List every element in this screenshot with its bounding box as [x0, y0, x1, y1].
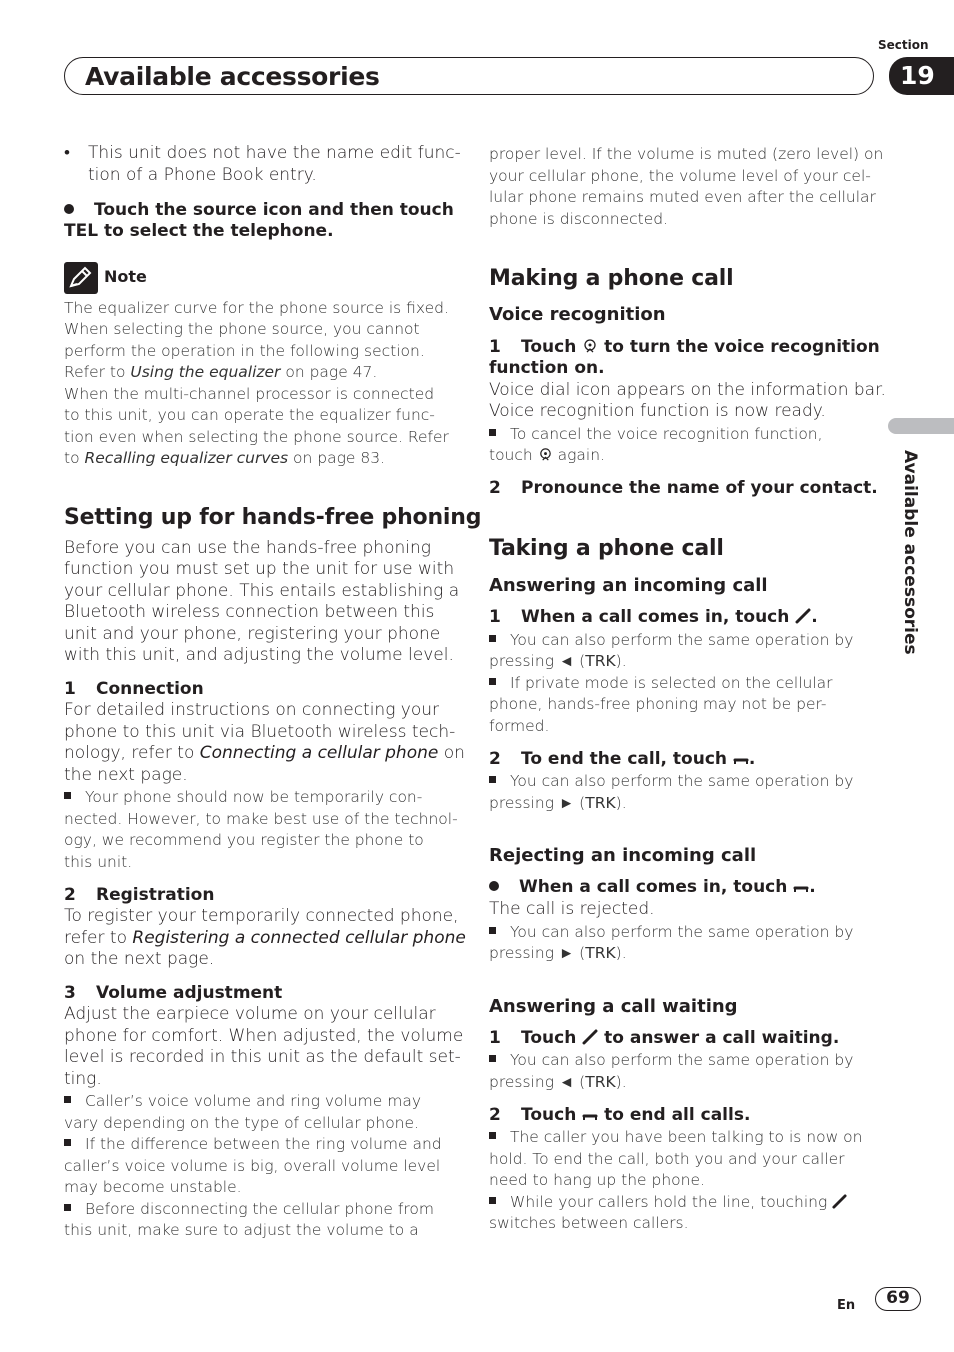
- phone-answer-icon: [795, 608, 811, 629]
- voice-recognition-icon: [538, 447, 553, 469]
- note-item: hold. To end the call, both you and your caller: [489, 1150, 845, 1168]
- paragraph: The call is rejected.: [489, 899, 655, 919]
- note-item: switches between callers.: [489, 1214, 689, 1232]
- step-voice-2: 2 Pronounce the name of your contact.: [489, 478, 878, 498]
- note-text: tion even when selecting the phone source. Refer: [64, 428, 449, 446]
- paragraph: level is recorded in this unit as the default set-: [64, 1047, 461, 1067]
- note-text: When the multi-channel processor is connected: [64, 385, 435, 403]
- paragraph: refer to Registering a connected cellular phone: [64, 928, 466, 948]
- note-item: need to hang up the phone.: [489, 1171, 705, 1189]
- step-source: Touch the source icon and then touch: [64, 200, 454, 220]
- paragraph: lular phone remains muted even after the cellular: [489, 188, 876, 206]
- note-text: perform the operation in the following section.: [64, 342, 425, 360]
- paragraph: ting.: [64, 1069, 102, 1089]
- note-item: The caller you have been talking to is now on: [489, 1127, 862, 1149]
- phone-hangup-icon: [793, 879, 809, 899]
- note-item: You can also perform the same operation by: [489, 1050, 853, 1072]
- note-item: nected. However, to make best use of the technol-: [64, 810, 458, 828]
- heading-voice-recognition: Voice recognition: [489, 304, 666, 325]
- step-reject: When a call comes in, touch .: [489, 877, 816, 899]
- note-text: Refer to Using the equalizer on page 47.: [64, 363, 378, 381]
- note-item: If the difference between the ring volume and: [64, 1134, 442, 1156]
- paragraph: For detailed instructions on connecting your: [64, 700, 440, 720]
- note-item: Caller’s voice volume and ring volume may: [64, 1091, 421, 1113]
- intro-bullet: • This unit does not have the name edit func-: [64, 143, 461, 163]
- paragraph: function you must set up the unit for use with: [64, 559, 455, 579]
- paragraph: the next page.: [64, 765, 188, 785]
- phone-hangup-icon: [582, 1107, 598, 1127]
- note-item: caller’s voice volume is big, overall volume level: [64, 1157, 441, 1175]
- phone-answer-icon: [582, 1029, 598, 1050]
- note-item: pressing ► (TRK).: [489, 944, 627, 962]
- note-item: While your callers hold the line, touching: [489, 1192, 847, 1216]
- paragraph: To register your temporarily connected phone,: [64, 906, 459, 926]
- section-label: Section: [878, 38, 929, 52]
- note-text: When selecting the phone source, you cannot: [64, 320, 420, 338]
- page-title: Available accessories: [85, 62, 380, 91]
- paragraph: Voice recognition function is now ready.: [489, 401, 826, 421]
- paragraph: unit and your phone, registering your phone: [64, 624, 441, 644]
- note-item: formed.: [489, 717, 550, 735]
- step-voice-1: 1 Touch to turn the voice recognition: [489, 337, 880, 357]
- note-item: Before disconnecting the cellular phone from: [64, 1199, 434, 1221]
- bullet-dot-icon: [64, 204, 74, 214]
- side-tab-marker: [888, 418, 954, 434]
- note-text: to this unit, you can operate the equalizer func-: [64, 406, 435, 424]
- note-item: pressing ◄ (TRK).: [489, 652, 627, 670]
- note-item: You can also perform the same operation by: [489, 922, 853, 944]
- step-connection: 1 Connection: [64, 679, 204, 699]
- note-label: Note: [104, 267, 147, 286]
- paragraph: on the next page.: [64, 949, 215, 969]
- step-source-line2: TEL to select the telephone.: [64, 221, 334, 241]
- paragraph: Bluetooth wireless connection between this: [64, 602, 435, 622]
- note-item: If private mode is selected on the cellular: [489, 673, 833, 695]
- note-pencil-icon: [64, 262, 98, 294]
- note-item: vary depending on the type of cellular phone.: [64, 1114, 419, 1132]
- paragraph: Before you can use the hands-free phoning: [64, 538, 431, 558]
- note-item: Your phone should now be temporarily con-: [64, 787, 422, 809]
- section-number-badge: 19: [889, 57, 954, 95]
- note-item: To cancel the voice recognition function,: [489, 424, 823, 446]
- note-item: pressing ► (TRK).: [489, 794, 627, 812]
- note-item: this unit.: [64, 853, 133, 871]
- paragraph: your cellular phone, the volume level of your cel-: [489, 167, 871, 185]
- phone-answer-icon: [832, 1194, 847, 1216]
- step-volume-adjustment: 3 Volume adjustment: [64, 983, 283, 1003]
- note-item: ogy, we recommend you register the phone to: [64, 831, 424, 849]
- step-answer-2: 2 To end the call, touch .: [489, 749, 756, 769]
- bullet-dot-icon: [489, 881, 499, 891]
- heading-making-call: Making a phone call: [489, 266, 734, 291]
- paragraph: with this unit, and adjusting the volume level.: [64, 645, 454, 665]
- note-item: pressing ◄ (TRK).: [489, 1073, 627, 1091]
- step-waiting-1: 1 Touch to answer a call waiting.: [489, 1028, 840, 1048]
- note-item: touch again.: [489, 445, 605, 469]
- paragraph: proper level. If the volume is muted (zero level) on: [489, 145, 884, 163]
- heading-taking-call: Taking a phone call: [489, 536, 724, 561]
- note-text: to Recalling equalizer curves on page 83.: [64, 449, 386, 467]
- note-item: You can also perform the same operation by: [489, 630, 853, 652]
- step-registration: 2 Registration: [64, 885, 215, 905]
- paragraph: your cellular phone. This entails establishing a: [64, 581, 460, 601]
- language-label: En: [837, 1298, 856, 1313]
- note-text: The equalizer curve for the phone source is fixed.: [64, 299, 449, 317]
- paragraph: Voice dial icon appears on the information bar.: [489, 380, 886, 400]
- heading-call-waiting: Answering a call waiting: [489, 996, 738, 1017]
- note-item: phone, hands-free phoning may not be per-: [489, 695, 827, 713]
- step-voice-1-line2: function on.: [489, 358, 605, 378]
- note-item: may become unstable.: [64, 1178, 242, 1196]
- intro-bullet-line2: tion of a Phone Book entry.: [88, 165, 317, 185]
- paragraph: phone is disconnected.: [489, 210, 669, 228]
- note-item: You can also perform the same operation by: [489, 771, 853, 793]
- paragraph: Adjust the earpiece volume on your cellular: [64, 1004, 436, 1024]
- phone-hangup-icon: [733, 751, 749, 771]
- heading-answering: Answering an incoming call: [489, 575, 768, 596]
- paragraph: phone to this unit via Bluetooth wireless tech-: [64, 722, 456, 742]
- heading-rejecting: Rejecting an incoming call: [489, 845, 757, 866]
- paragraph: nology, refer to Connecting a cellular phone on: [64, 743, 465, 763]
- voice-recognition-icon: [582, 338, 598, 359]
- note-item: this unit, make sure to adjust the volume to a: [64, 1221, 419, 1239]
- step-answer-1: 1 When a call comes in, touch .: [489, 607, 818, 627]
- page-number: 69: [875, 1287, 921, 1311]
- step-waiting-2: 2 Touch to end all calls.: [489, 1105, 751, 1125]
- side-tab-text: Available accessories: [900, 450, 920, 655]
- heading-setup: Setting up for hands-free phoning: [64, 505, 482, 530]
- paragraph: phone for comfort. When adjusted, the volume: [64, 1026, 464, 1046]
- header-bar: [64, 57, 874, 95]
